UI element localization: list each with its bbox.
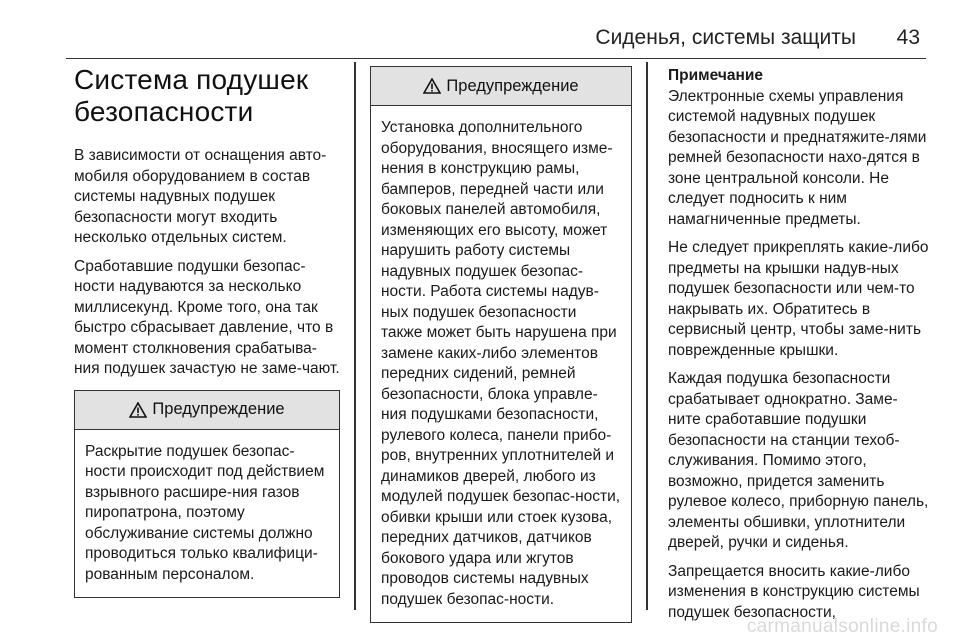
warning-header xyxy=(75,391,339,430)
warning-box xyxy=(74,390,340,599)
section-title-line: Система подушек xyxy=(74,64,309,95)
column-middle xyxy=(370,62,632,623)
page-number: 43 xyxy=(896,26,920,49)
body-paragraph: Сработавшие подушки безопас-ности надуваются за несколько миллисекунд. Кроме того, она так быстро сбрасывает давление, что в момент столкновения срабатыва-ния подушек зачастую не заме-чают. xyxy=(74,257,340,377)
warning-title: Предупреждение xyxy=(446,76,579,95)
warning-body xyxy=(371,106,631,622)
note-paragraph: Запрещается вносить какие-либо изменения в конструкцию системы подушек безопасности, xyxy=(668,562,920,621)
note-paragraph: Электронные схемы управления системой надувных подушек безопасности и преднатяжите-лями ремней безопасности нахо-дятся в зоне центральной консоли. Не следует подносить к ним намагниченные предметы. xyxy=(668,87,927,228)
warning-text: Раскрытие подушек безопас-ности происходит под действием взрывного расшире-ния газов пиропатрона, поэтому обслуживание системы должно проводиться только квалифици-рованным персоналом. xyxy=(85,442,325,583)
note-paragraph: Каждая подушка безопасности срабатывает однократно. Заме-ните сработавшие подушки безопасности на станции техоб-служивания. Помимо этого, возможно, придется заменить рулевое колесо, приборную панель, элементы обшивки, уплотнители дверей, ручки и сиденья. xyxy=(668,370,929,551)
warning-text: Установка дополнительного оборудования, вносящего изме-нения в конструкцию рамы, бамперов, передней части или боковых панелей автомобиля, изменяющих его высоту, может нарушить работу системы надувных подушек безопас-ности. Работа системы надув-ных подушек безопасности также может быть нарушена при замене каких-либо элементов передних сидений, ремней безопасности, блока управле-ния подушками безопасности, рулевого колеса, панели прибо-ров, внутренних уплотнителей и динамиков дверей, любого из модулей подушек безопас-ности, обивки крыши или стоек кузова, передних датчиков, датчиков бокового удара или жгутов проводов системы надувных подушек безопас-ности. xyxy=(381,119,621,608)
note-paragraph: Не следует прикреплять какие-либо предметы на крышки надув-ных подушек безопасности или чем-то накрывать их. Обратитесь в сервисный центр, чтобы заме-нить поврежденные крышки. xyxy=(668,239,929,359)
warning-title: Предупреждение xyxy=(152,400,285,418)
body-paragraph: В зависимости от оснащения авто-мобиля оборудованием в состав системы надувных подушек безопасности могут входить несколько отдельных систем. xyxy=(74,147,327,246)
column-left xyxy=(74,62,340,598)
warning-triangle-icon xyxy=(423,78,441,94)
section-title-line: безопасности xyxy=(74,96,254,127)
watermark: carmanualsonline.info xyxy=(746,616,938,637)
warning-triangle-icon xyxy=(129,402,147,418)
section-title xyxy=(74,62,340,128)
column-divider xyxy=(354,62,356,610)
warning-body xyxy=(75,430,339,598)
column-divider xyxy=(646,62,648,610)
warning-box xyxy=(370,66,632,623)
warning-header xyxy=(371,67,631,106)
page-header xyxy=(66,22,926,59)
note-title: Примечание xyxy=(668,67,763,84)
column-right xyxy=(668,62,930,631)
chapter-title: Сиденья, системы защиты xyxy=(595,26,856,49)
